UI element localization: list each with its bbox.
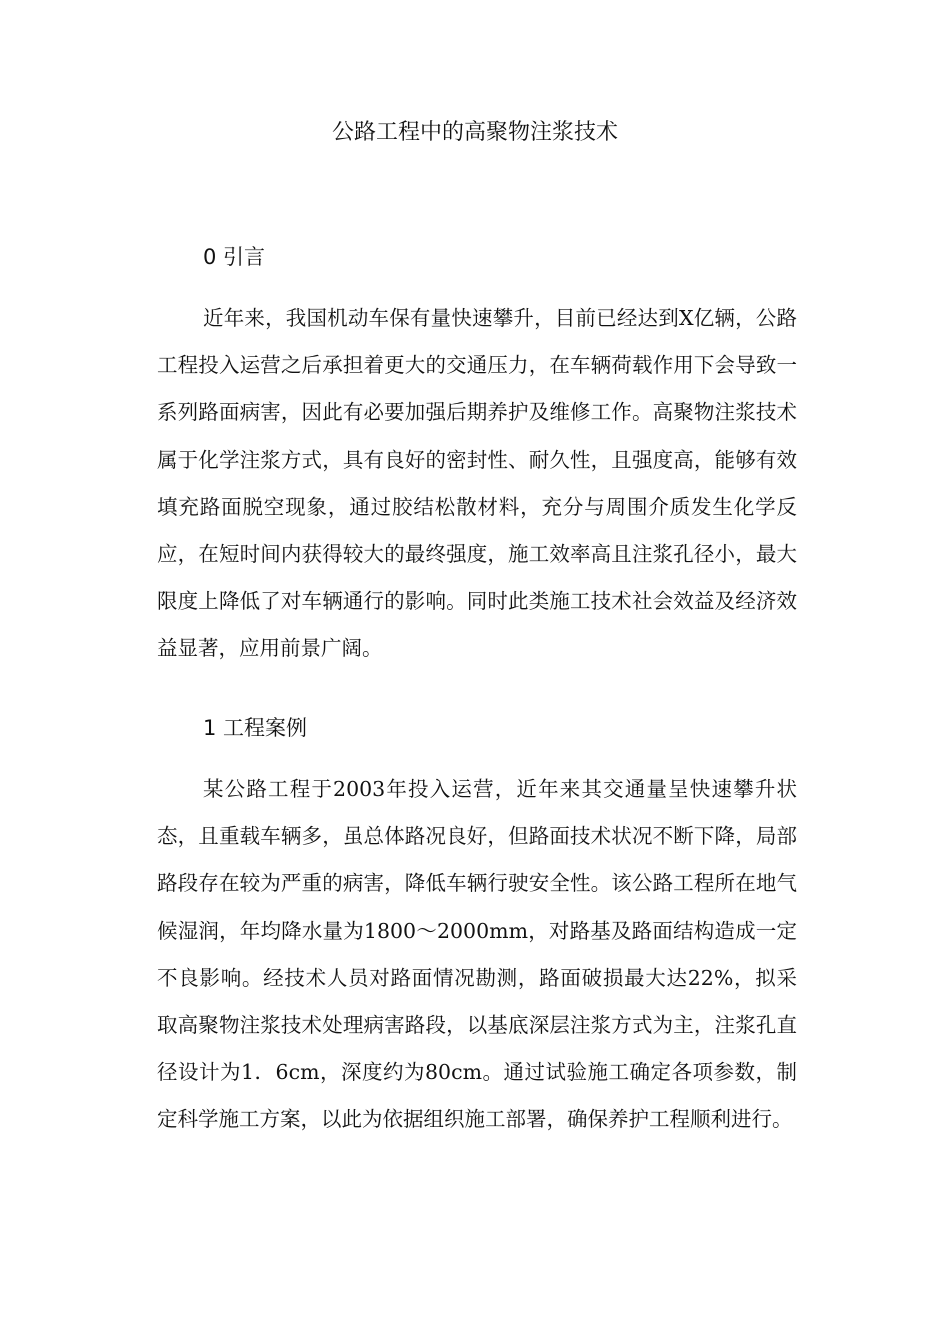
- section-heading-introduction: 0 引言: [203, 245, 266, 269]
- section-paragraph-introduction: 近年来，我国机动车保有量快速攀升，目前已经达到X亿辆，公路工程投入运营之后承担着更大的交通压力，在车辆荷载作用下会导致一系列路面病害，因此有必要加强后期养护及维修工作。高聚物注浆技术属于化学注浆方式，具有良好的密封性、耐久性，且强度高，能够有效填充路面脱空现象，通过胶结松散材料，充分与周围介质发生化学反应，在短时间内获得较大的最终强度，施工效率高且注浆孔径小，最大限度上降低了对车辆通行的影响。同时此类施工技术社会效益及经济效益显著，应用前景广阔。: [157, 306, 797, 661]
- section-paragraph-engineering-case: 某公路工程于2003年投入运营，近年来其交通量呈快速攀升状态，且重载车辆多，虽总体路况良好，但路面技术状况不断下降，局部路段存在较为严重的病害，降低车辆行驶安全性。该公路工程所在地气候湿润，年均降水量为1800～2000mm，对路基及路面结构造成一定不良影响。经技术人员对路面情况勘测，路面破损最大达22%，拟采取高聚物注浆技术处理病害路段，以基底深层注浆方式为主，注浆孔直径设计为1．6cm，深度约为80cm。通过试验施工确定各项参数，制定科学施工方案，以此为依据组织施工部署，确保养护工程顺利进行。: [157, 777, 797, 1132]
- document-title: 公路工程中的高聚物注浆技术: [331, 120, 618, 145]
- section-heading-engineering-case: 1 工程案例: [203, 716, 308, 740]
